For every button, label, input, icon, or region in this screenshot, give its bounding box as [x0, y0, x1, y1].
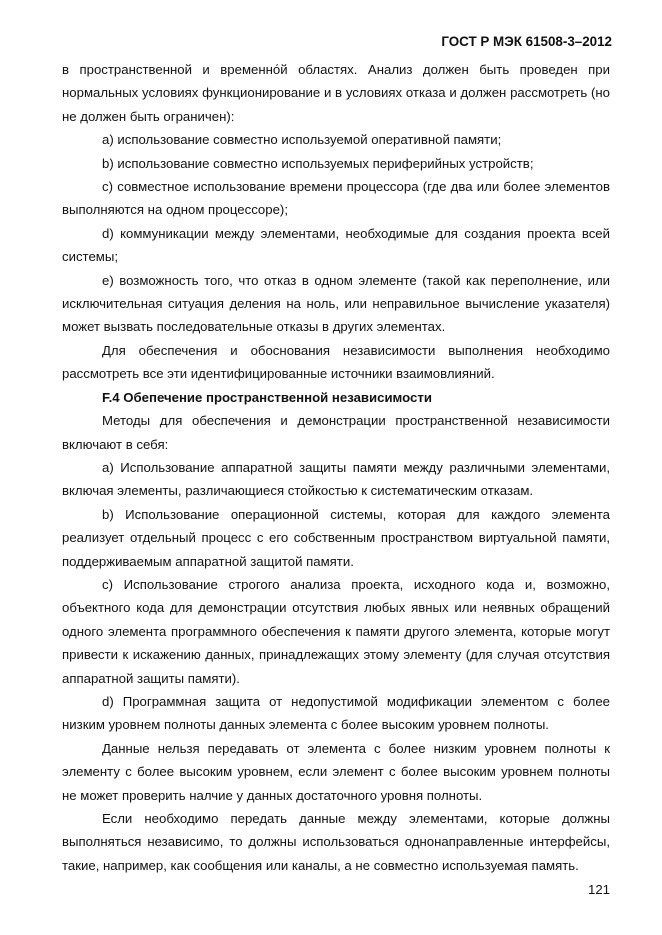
paragraph-continuation: в пространственной и временно́й областях. Анализ должен быть проведен при нормальных условиях функционирование и в условиях отказа и должен рассмотреть (но не должен быть ограничен): [62, 62, 610, 124]
paragraph-unidirectional-interfaces: Если необходимо передать данные между элементами, которые должны выполняться независимо, то должны использоваться однонаправленные интерфейсы, такие, например, как сообщения или каналы, а не совместно используемая память. [62, 811, 610, 873]
method-c-strict-analysis: c) Использование строгого анализа проекта, исходного кода и, возможно, объектного кода для демонстрации отсутствия любых явных или неявных обращений одного элемента программного обеспечения к памяти другого элемента, которые могут привести к искажению данных, принадлежащих этому элементу (для случая отсутствия аппаратной защиты памяти). [62, 576, 610, 686]
page-number: 121 [587, 882, 610, 897]
list-item-c-cpu-time: c) совместное использование времени процессора (где два или более элементов выполняются на одном процессоре); [62, 179, 610, 218]
list-item-d-communications: d) коммуникации между элементами, необходимые для создания проекта всей системы; [62, 225, 610, 265]
document-code-header: ГОСТ Р МЭК 61508-3–2012 [441, 34, 612, 49]
list-item-a-shared-memory: a) использование совместно используемой оперативной памяти; [102, 132, 502, 148]
method-b-operating-system: b) Использование операционной системы, которая для каждого элемента реализует отдельный процесс с его собственным пространством виртуальной памяти, поддерживаемым аппаратной защитой памяти. [62, 506, 610, 569]
page-body [62, 58, 610, 877]
section-heading-f4: F.4 Обепечение пространственной независимости [102, 389, 432, 405]
method-d-software-protection: d) Программная защита от недопустимой модификации элементом с более низким уровнем полноты данных элемента с более высоким уровнем полноты. [62, 693, 610, 733]
paragraph-methods-intro: Методы для обеспечения и демонстрации пространственной независимости включают в себя: [62, 413, 610, 452]
paragraph-interference-sources: Для обеспечения и обоснования независимости выполнения необходимо рассмотреть все эти идентифицированные источники взаимовлияний. [62, 342, 610, 382]
method-a-hardware-protection: a) Использование аппаратной защиты памяти между различными элементами, включая элементы, различающиеся стойкостью к систематическим отказам. [62, 459, 610, 499]
paragraph-data-transfer-rule: Данные нельзя передавать от элемента с более низким уровнем полноты к элементу с более высоким уровнем, если элемент с более высоким уровнем полноты не может проверить налчие у данных достаточного уровня полноты. [62, 740, 610, 803]
list-item-e-cascading-failures: e) возможность того, что отказ в одном элементе (такой как переполнение, или исключительная ситуация деления на ноль, или неправильное вычисление указателя) может вызвать последовательные отказы в других элементах. [62, 272, 610, 335]
list-item-b-shared-peripherals: b) использование совместно используемых периферийных устройств; [102, 155, 534, 171]
